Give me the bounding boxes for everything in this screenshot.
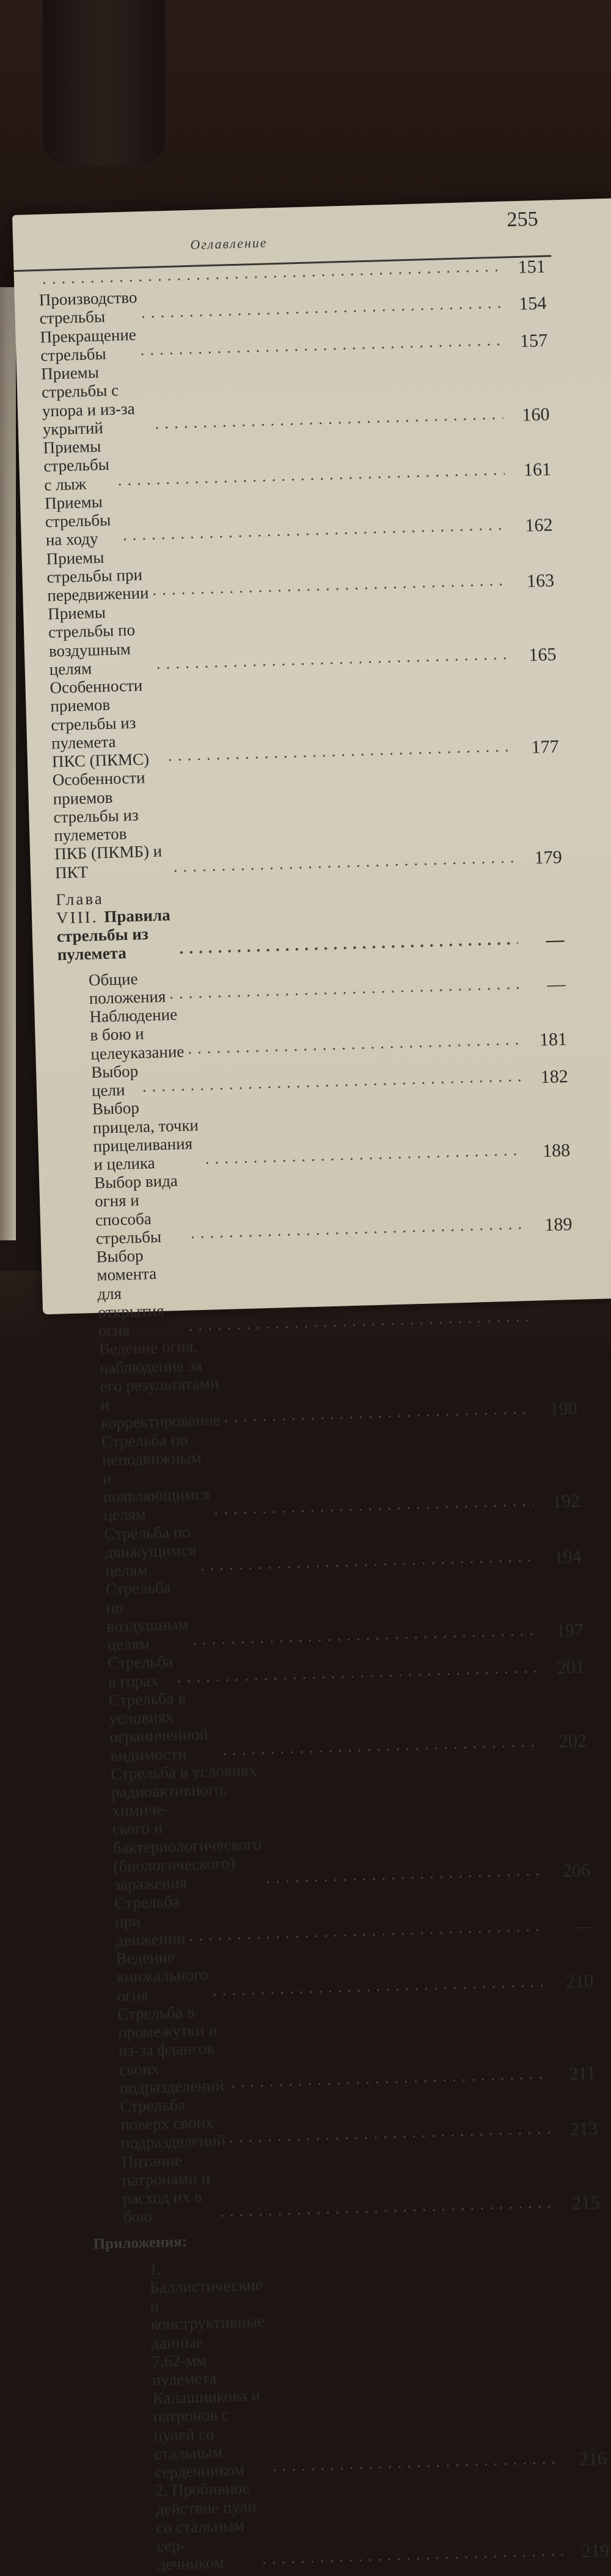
leader-dots (173, 847, 516, 876)
toc-entry (48, 591, 557, 679)
background-object (43, 0, 165, 165)
toc-entry-page: 160 (521, 404, 550, 425)
toc-entry-title: Стрельба по воздушным целям (105, 1578, 189, 1654)
toc-entry-page: 211 (568, 2063, 596, 2085)
toc-entry-title: Приемы стрельбы на ходу (44, 492, 111, 549)
toc-entry-title: Приемы стрельбы с лыж (43, 437, 110, 494)
toc-entry-page: 197 (555, 1620, 584, 1641)
toc-entry-title: Приемы стрельбы при передвижении (46, 547, 149, 605)
toc-entry-title: Прекращение стрельбы (40, 325, 137, 365)
toc-entry-page: 182 (540, 1066, 569, 1088)
toc-entry-title: Выбор момента для открытия огня (96, 1246, 164, 1340)
leader-dots (262, 2541, 563, 2568)
toc-entry-title: Особенности приемов стрельбы из пулеметов ПКБ (ПКМБ) и ПКТ (52, 768, 163, 882)
toc-section-a (38, 277, 562, 882)
toc-entry (68, 1326, 577, 1433)
toc-entry-page: — (547, 973, 566, 995)
toc-entry-page: 154 (518, 293, 547, 315)
toc-entry-title: Стрельба в горах (107, 1652, 174, 1691)
toc-entry (75, 1567, 584, 1655)
toc-entry-title: Ведение огня, наблюдение за его результатами и корректирование (98, 1337, 221, 1433)
toc-entry-title: Стрельба в условиях ограниченной видимости (108, 1688, 209, 1765)
toc-entry-page: 177 (531, 736, 560, 758)
toc-entry-title: Питание патронами и расход их в бою (121, 2151, 211, 2227)
toc-entry-title: Выбор вида огня и способа стрельбы (93, 1171, 178, 1248)
chapter-title: Правила стрельбы из пулемета (56, 906, 171, 964)
toc-entry-title: Производство стрельбы (38, 288, 137, 328)
toc-entry (62, 1086, 571, 1174)
toc-appendix (94, 2247, 610, 2575)
toc-entry-title: 1. Баллистические и конструктивные данные 7,62-мм пулемета Калашникова и патронов с пулей со стальным сердечником (148, 2259, 265, 2482)
book-page (12, 198, 611, 2574)
toc-entry (41, 351, 550, 439)
table-of-contents (38, 255, 609, 2575)
toc-entry-page: 219 (581, 2541, 610, 2562)
toc-entry-page: 179 (534, 847, 563, 868)
toc-entry-title: Стрельба по движущимся целям (103, 1522, 197, 1580)
toc-entry (64, 1160, 573, 1248)
toc-entry (80, 1751, 591, 1895)
toc-entry-page: 215 (571, 2192, 600, 2214)
toc-entry (94, 2247, 607, 2483)
toc-entry-title: Стрельба при движении (114, 1892, 186, 1950)
toc-entry (71, 1419, 580, 1525)
toc-entry-title: 2. Пробивное действие пули со стальным сер- дечником (155, 2479, 257, 2574)
toc-entry-page: — (573, 1916, 593, 1936)
toc-section-b (58, 957, 600, 2227)
toc-page-number: 151 (518, 256, 546, 277)
toc-entry-title: Выбор цели (90, 1061, 139, 1100)
appendix-heading: Приложения: (93, 2233, 188, 2253)
toc-entry-page: 216 (579, 2448, 607, 2470)
book-edge (0, 287, 16, 1240)
toc-entry (52, 757, 562, 882)
toc-entry-title: Стрельба поверх своих подразделений (120, 2095, 226, 2153)
chapter-heading (56, 876, 565, 964)
chapter-page: — (546, 929, 565, 951)
toc-entry (91, 2139, 600, 2227)
toc-entry (78, 1678, 587, 1766)
toc-entry-page: 210 (565, 1970, 594, 1992)
toc-entry-page: 206 (562, 1860, 591, 1881)
leader-dots (220, 2193, 554, 2220)
toc-entry-page: 157 (519, 330, 548, 351)
toc-entry-page: 192 (552, 1490, 580, 1512)
toc-entry-page: 161 (523, 459, 552, 481)
toc-entry-title: Стрельба по неподвижным и появляющимся целям (101, 1430, 211, 1525)
toc-entry-page: 163 (526, 570, 555, 591)
toc-entry (65, 1234, 575, 1341)
toc-entry-title: Выбор прицела, точки прицеливания и целика (92, 1099, 199, 1174)
toc-entry-page: 188 (542, 1140, 571, 1162)
toc-entry-title: Ведение кинжального огня (115, 1947, 209, 2005)
toc-entry-page: 165 (528, 643, 557, 665)
chapter-lead: Глава VIII. (55, 888, 104, 928)
toc-entry-title: Приемы стрельбы по воздушным целям (47, 603, 136, 679)
toc-entry (87, 1991, 596, 2098)
toc-entry-title: Стрельба в промежутки и из-за флангов своих подразделений (117, 2002, 225, 2098)
toc-entry-page: 202 (558, 1730, 587, 1752)
toc-entry-page: 213 (569, 2118, 598, 2140)
toc-entry-title: Особенности приемов стрельбы из пулемета ПКС (ПКМС) (49, 676, 150, 771)
toc-entry-page: 162 (525, 514, 553, 536)
toc-entry (100, 2469, 610, 2575)
toc-entry (49, 665, 559, 771)
page-number: 255 (507, 207, 539, 232)
toc-entry-page: 194 (554, 1546, 582, 1567)
running-title: Оглавление (190, 235, 268, 252)
toc-entry-page: 181 (539, 1029, 568, 1050)
toc-entry-title: Наблюдение в бою и целеуказание (89, 1005, 185, 1063)
toc-entry-title: Стрельба в условиях радиоактивного, химиче- ского и бактериологического (биологического) заражения (110, 1760, 262, 1894)
toc-entry-page: 201 (557, 1656, 585, 1678)
toc-entry-title: Приемы стрельбы с упора и из-за укрытий (40, 363, 135, 439)
toc-entry-page: 190 (549, 1398, 578, 1420)
toc-entry-page: 189 (544, 1213, 573, 1235)
toc-entry-title: Общие положения (88, 969, 166, 1008)
